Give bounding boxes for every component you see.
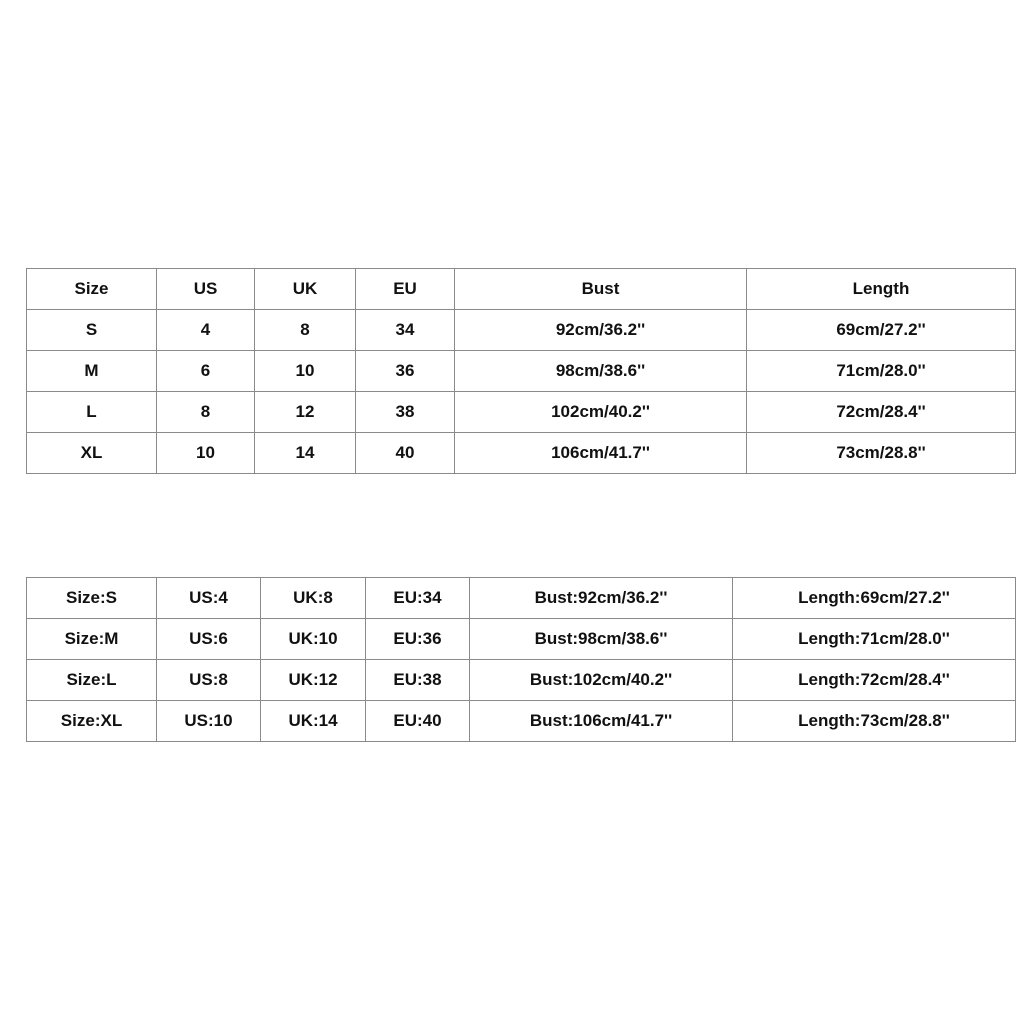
table-cell: 73cm/28.8'' bbox=[747, 433, 1016, 474]
table-cell: 72cm/28.4'' bbox=[747, 392, 1016, 433]
table-cell: 92cm/36.2'' bbox=[455, 310, 747, 351]
table-row bbox=[27, 433, 1016, 474]
table-cell: EU:36 bbox=[366, 619, 470, 660]
header-cell-length: Length bbox=[747, 269, 1016, 310]
table-cell: UK:14 bbox=[261, 701, 366, 742]
table-cell: UK:10 bbox=[261, 619, 366, 660]
size-chart-table bbox=[26, 268, 1016, 474]
table-cell: 106cm/41.7'' bbox=[455, 433, 747, 474]
table-row bbox=[27, 392, 1016, 433]
table-cell: Size:S bbox=[27, 578, 157, 619]
table-cell: US:6 bbox=[157, 619, 261, 660]
table-cell: US:10 bbox=[157, 701, 261, 742]
table-cell: Bust:102cm/40.2'' bbox=[470, 660, 733, 701]
table-cell: UK:12 bbox=[261, 660, 366, 701]
table-cell: Length:71cm/28.0'' bbox=[733, 619, 1016, 660]
table-cell: Bust:98cm/38.6'' bbox=[470, 619, 733, 660]
table-cell: Length:73cm/28.8'' bbox=[733, 701, 1016, 742]
table-cell: Length:72cm/28.4'' bbox=[733, 660, 1016, 701]
header-cell-us: US bbox=[157, 269, 255, 310]
table-cell: Size:M bbox=[27, 619, 157, 660]
table-row bbox=[27, 578, 1016, 619]
table-cell: 69cm/27.2'' bbox=[747, 310, 1016, 351]
table-cell: 12 bbox=[255, 392, 356, 433]
table-cell: EU:38 bbox=[366, 660, 470, 701]
table-cell: 36 bbox=[356, 351, 455, 392]
table-row bbox=[27, 310, 1016, 351]
header-cell-bust: Bust bbox=[455, 269, 747, 310]
table-cell: 10 bbox=[157, 433, 255, 474]
table-cell: Size:L bbox=[27, 660, 157, 701]
table-row bbox=[27, 701, 1016, 742]
table-cell: EU:40 bbox=[366, 701, 470, 742]
table-cell: 10 bbox=[255, 351, 356, 392]
table-cell: M bbox=[27, 351, 157, 392]
table-cell: 98cm/38.6'' bbox=[455, 351, 747, 392]
table-cell: 38 bbox=[356, 392, 455, 433]
table-cell: Length:69cm/27.2'' bbox=[733, 578, 1016, 619]
table-cell: L bbox=[27, 392, 157, 433]
table-cell: XL bbox=[27, 433, 157, 474]
table-cell: Bust:92cm/36.2'' bbox=[470, 578, 733, 619]
table-cell: Bust:106cm/41.7'' bbox=[470, 701, 733, 742]
table-cell: 4 bbox=[157, 310, 255, 351]
table-cell: 71cm/28.0'' bbox=[747, 351, 1016, 392]
header-cell-eu: EU bbox=[356, 269, 455, 310]
table-cell: S bbox=[27, 310, 157, 351]
header-cell-size: Size bbox=[27, 269, 157, 310]
table-cell: US:8 bbox=[157, 660, 261, 701]
table-cell: 6 bbox=[157, 351, 255, 392]
table-row bbox=[27, 351, 1016, 392]
header-cell-uk: UK bbox=[255, 269, 356, 310]
table-cell: Size:XL bbox=[27, 701, 157, 742]
size-chart-labeled-table bbox=[26, 577, 1016, 742]
table-header-row bbox=[27, 269, 1016, 310]
table-cell: 14 bbox=[255, 433, 356, 474]
table-cell: 8 bbox=[157, 392, 255, 433]
table-cell: 102cm/40.2'' bbox=[455, 392, 747, 433]
table-cell: 40 bbox=[356, 433, 455, 474]
table-row bbox=[27, 660, 1016, 701]
table-cell: 8 bbox=[255, 310, 356, 351]
table-row bbox=[27, 619, 1016, 660]
table-cell: 34 bbox=[356, 310, 455, 351]
table-cell: US:4 bbox=[157, 578, 261, 619]
table-cell: UK:8 bbox=[261, 578, 366, 619]
table-cell: EU:34 bbox=[366, 578, 470, 619]
